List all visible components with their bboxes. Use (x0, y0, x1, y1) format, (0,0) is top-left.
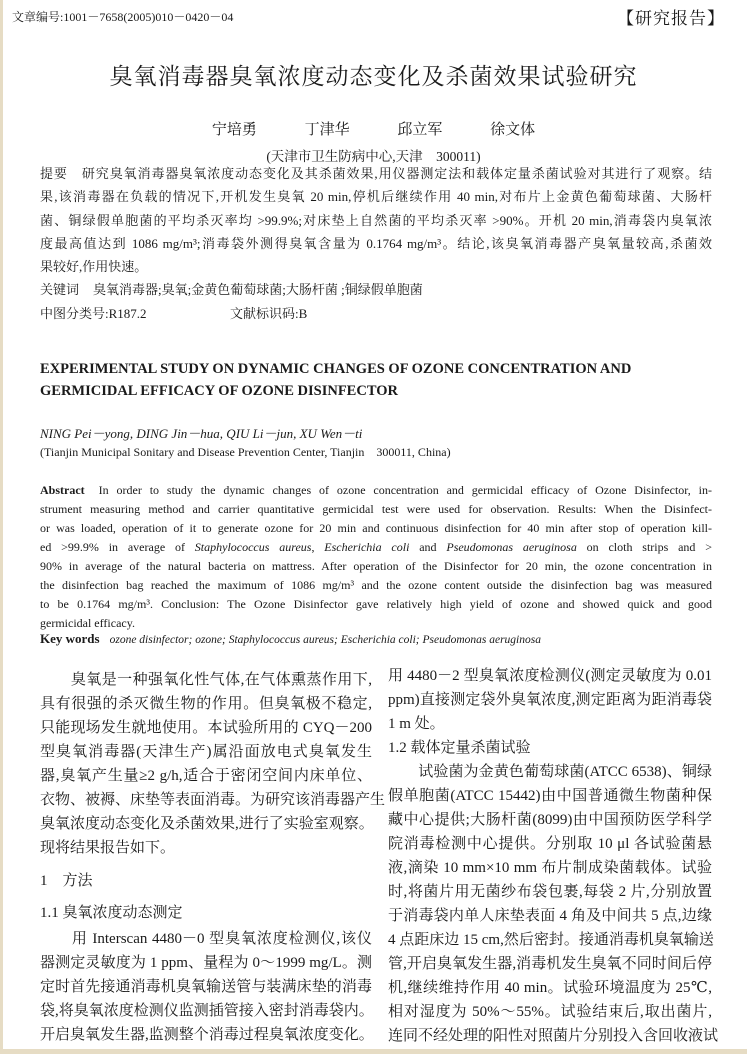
author: 丁津华 (304, 122, 350, 138)
body-column-right (388, 664, 719, 1048)
article-number: 文章编号:1001－7658(2005)010－0420－04 (12, 10, 234, 24)
english-title-line: GERMICIDAL EFFICACY OF OZONE DISINFECTOR (40, 383, 398, 399)
english-abstract (40, 481, 712, 633)
english-title-line: EXPERIMENTAL STUDY ON DYNAMIC CHANGES OF OZONE CONCENTRATION AND (40, 361, 632, 377)
text-line (40, 538, 712, 557)
text-segment: 90% in average of the natural bacteria on mattress. After operation of the Disinfector for 20 min, the ozone concentration in (40, 559, 712, 573)
text-line: 袋,将臭氧浓度检测仪监测插管接入密封消毒袋内。 (40, 1003, 374, 1019)
text-line: 假单胞菌(ATCC 15442)由中国普通微生物菌种保 (388, 788, 712, 804)
page-edge-bottom (0, 1049, 747, 1054)
text-segment: or was loaded, operation of it to generate ozone for 20 min and continuous disinfection for 40 min after stop of operation kill- (40, 521, 712, 535)
text-segment: , (311, 540, 325, 554)
keywords-label: Key words (40, 631, 100, 646)
text-segment: In order to study the dynamic changes of ozone concentration and germicidal efficacy of Ozone Disinfector, in- (98, 483, 712, 497)
text-line: 连同不经处理的阳性对照菌片分别投入含回收液试 (388, 1028, 719, 1044)
text-line: 藏中心提供;大肠杆菌(8099)由中国预防医学科学 (388, 812, 712, 828)
text-line: 1 m 处。 (388, 716, 445, 732)
text-segment: ed >99.9% in average of (40, 540, 195, 554)
author: 邱立军 (397, 122, 443, 138)
section-tag: 【研究报告】 (617, 9, 725, 28)
body-paragraph (388, 664, 712, 736)
keywords: 臭氧消毒器;臭氧;金黄色葡萄球菌;大肠杆菌 ;铜绿假单胞菌 (93, 282, 423, 298)
subsection-heading: 1.2 载体定量杀菌试验 (388, 740, 531, 756)
english-keywords (40, 631, 541, 647)
abstract-label: 提要 (40, 166, 68, 181)
text-line: 器,臭氧产生量≥2 g/h,适合于密闭空间内床单位、 (40, 768, 372, 784)
text-line: 定时首先接通消毒机臭氧输送管与装满床垫的消毒 (40, 979, 372, 995)
text-line (40, 595, 712, 614)
text-line: 用 4480－2 型臭氧浓度检测仪(测定灵敏度为 0.01 (388, 668, 712, 684)
text-line: 只能现场发生就地使用。本试验所用的 CYQ－200 (40, 720, 372, 736)
document-code: 文献标识码:B (230, 305, 308, 321)
text-line: 果,该消毒器在负载的情况下,开机发生臭氧 20 min,停机后继续作用 40 min,对布片上金黄色葡萄球菌、大肠杆 (40, 189, 712, 205)
text-line: 臭氧是一种强氧化性气体,在气体熏蒸作用下, (40, 672, 372, 688)
section-heading: 1 方法 (40, 873, 93, 889)
intro-paragraph (40, 668, 386, 860)
text-line: 器测定灵敏度为 1 ppm、量程为 0～1999 mg/L。测 (40, 955, 372, 971)
abstract-label: Abstract (40, 483, 85, 497)
text-line: 液,滴染 10 mm×10 mm 布片制成染菌载体。试验 (388, 860, 712, 876)
text-line: 现将结果报告如下。 (40, 840, 176, 856)
body-paragraph (40, 927, 372, 1047)
text-line: 具有很强的杀灭微生物的作用。但臭氧极不稳定, (40, 696, 372, 712)
author: 徐文体 (490, 122, 536, 138)
text-line: 4 点距床边 15 cm,然后密封。接通消毒机臭氧输送 (388, 932, 714, 948)
body-column-left (40, 668, 386, 1047)
text-line (40, 576, 712, 595)
text-line: 管,开启臭氧发生器,消毒机发生臭氧不同时间后停 (388, 956, 712, 972)
text-line: 机,继续维持作用 40 min。试验环境温度为 25℃, (388, 980, 712, 996)
text-line: 提要 研究臭氧消毒器臭氧浓度动态变化及其杀菌效果,用仪器测定法和载体定量杀菌试验对其进行了观察。结 (40, 166, 712, 181)
text-line (40, 557, 712, 576)
text-line: 衣物、被褥、床垫等表面消毒。为研究该消毒器产生 (40, 792, 386, 808)
keywords-line (40, 278, 712, 301)
text-line: ppm)直接测定袋外臭氧浓度,测定距离为距消毒袋 (388, 692, 712, 708)
text-line (40, 481, 712, 500)
text-line: 开启臭氧发生器,监测整个消毒过程臭氧浓度变化。 (40, 1027, 374, 1043)
keywords-label: 关键词 (40, 282, 80, 298)
classification-number: 中图分类号:R187.2 (40, 305, 147, 321)
affiliation: (天津市卫生防病中心,天津 300011) (266, 149, 481, 164)
text-line: 菌、铜绿假单胞菌的平均杀灭率均 >99.9%;对床垫上自然菌的平均杀灭率 >90%。开机 20 min,消毒袋内臭氧浓 (40, 212, 712, 228)
english-title (40, 358, 702, 402)
subsection-heading: 1.1 臭氧浓度动态测定 (40, 905, 183, 921)
text-segment: germicidal efficacy. (40, 616, 135, 630)
english-authors: NING Pei－yong, DING Jin－hua, QIU Li－jun, XU Wen－ti (40, 426, 363, 441)
paper-title: 臭氧消毒器臭氧浓度动态变化及杀菌效果试验研究 (109, 64, 638, 89)
species-name: Staphylococcus aureus (194, 540, 312, 554)
text-segment: and (409, 540, 447, 554)
text-line: 相对湿度为 50%～55%。试验结束后,取出菌片, (388, 1004, 712, 1020)
english-affiliation: (Tianjin Municipal Sonitary and Disease Prevention Center, Tianjin 300011, China) (40, 445, 451, 459)
species-name: Pseudomonas aeruginosa (446, 540, 577, 554)
text-line: 臭氧浓度动态变化及杀菌效果,进行了实验室观察。 (40, 816, 374, 832)
classification-line (40, 302, 712, 325)
chinese-abstract (40, 162, 712, 325)
text-line: 用 Interscan 4480－0 型臭氧浓度检测仪,该仪 (40, 931, 372, 947)
text-segment: strument measuring method and carrier quantitative germicidal test were used for observation. Results: When the Disinfect- (40, 502, 712, 516)
authors (0, 118, 747, 139)
text-segment: to be 0.1764 mg/m³. Conclusion: The Ozone Disinfector gave relatively high yield of ozone and showed quick and good (40, 597, 712, 611)
text-line: 果较好,作用快速。 (40, 259, 148, 275)
text-line: 院消毒检测中心提供。分别取 10 μl 各试验菌悬 (388, 836, 712, 852)
author: 宁培勇 (211, 122, 257, 138)
text-line (40, 519, 712, 538)
text-line: 试验菌为金黄色葡萄球菌(ATCC 6538)、铜绿 (388, 764, 712, 780)
text-line: 度最高值达到 1086 mg/m³;消毒袋外测得臭氧含量为 0.1764 mg/m³。结论,该臭氧消毒器产臭氧量较高,杀菌效 (40, 235, 712, 251)
body-paragraph (388, 760, 719, 1048)
species-name: Escherichia coli (324, 540, 410, 554)
abstract-paragraph (40, 162, 712, 278)
text-line: 型臭氧消毒器(天津生产)属沿面放电式臭氧发生 (40, 744, 372, 760)
text-line: 时,将菌片用无菌纱布袋包裹,每袋 2 片,分别放置 (388, 884, 712, 900)
text-line: 于消毒袋内单人床垫表面 4 角及中间共 5 点,边缘 (388, 908, 712, 924)
text-segment: on cloth strips and > (576, 540, 712, 554)
text-line (40, 500, 712, 519)
keywords: ozone disinfector; ozone; Staphylococcus aureus; Escherichia coli; Pseudomonas aeruginosa (109, 634, 541, 646)
text-segment: the disinfection bag reached the maximum of 1086 mg/m³ and the ozone content outside the disinfection bag was measured (40, 578, 712, 592)
